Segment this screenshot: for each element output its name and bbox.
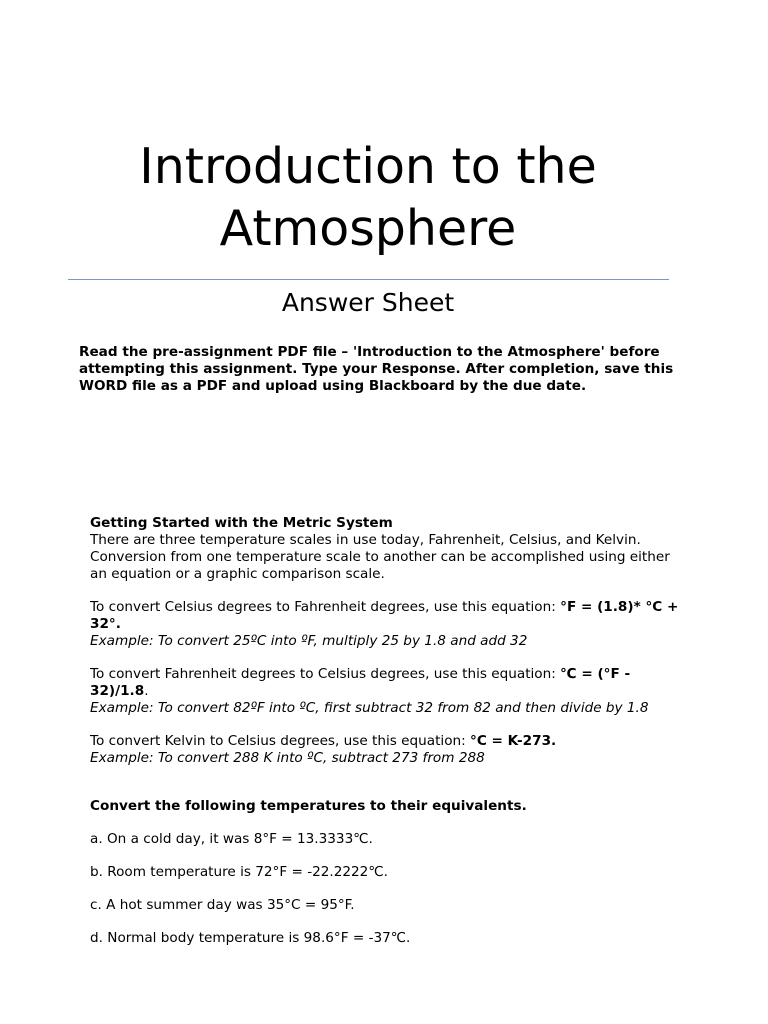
title-line-1: Introduction to the [139,138,597,195]
answer-d: d. Normal body temperature is 98.6°F = -37℃. [90,930,411,946]
instructions-paragraph: Read the pre-assignment PDF file – 'Introduction to the Atmosphere' before attempting this assignment. Type your Response. After completion, save this WORD file as a PDF and upload using Blackboard by the due date. [79,344,674,394]
f-to-c-text: To convert Fahrenheit degrees to Celsius degrees, use this equation: [90,666,561,682]
k-to-c-example: Example: To convert 288 K into ºC, subtract 273 from 288 [90,750,485,766]
f-to-c-instruction [90,666,690,700]
c-to-f-text: To convert Celsius degrees to Fahrenheit degrees, use this equation: [90,599,561,615]
exercise-heading: Convert the following temperatures to their equivalents. [90,798,527,814]
k-to-c-text: To convert Kelvin to Celsius degrees, use this equation: [90,733,471,749]
k-to-c-instruction [90,733,690,750]
f-to-c-example: Example: To convert 82ºF into ºC, first subtract 32 from 82 and then divide by 1.8 [90,700,649,716]
f-to-c-equation: ℃ = (°F - 32)/1.8 [90,666,631,699]
title-divider [68,279,669,280]
c-to-f-equation: °F = (1.8)* °C + 32°. [90,599,679,632]
answer-a: a. On a cold day, it was 8°F = 13.3333℃. [90,831,373,847]
answer-b: b. Room temperature is 72°F = -22.2222℃. [90,864,388,880]
f-to-c-after: . [144,683,149,699]
title-line-2: Atmosphere [219,200,517,257]
answer-c: c. A hot summer day was 35°C = 95°F. [90,897,355,913]
metric-section [90,515,690,947]
k-to-c-equation: °C = K-273. [470,733,557,749]
document-title [0,136,736,260]
metric-intro-paragraph: There are three temperature scales in use today, Fahrenheit, Celsius, and Kelvin. Conversion from one temperature scale to another can be accomplished using either an equation or a graphic comparison scale. [90,532,670,582]
metric-heading: Getting Started with the Metric System [90,515,393,531]
c-to-f-instruction [90,599,690,633]
document-subtitle: Answer Sheet [281,288,455,317]
c-to-f-example: Example: To convert 25ºC into ºF, multiply 25 by 1.8 and add 32 [90,633,528,649]
